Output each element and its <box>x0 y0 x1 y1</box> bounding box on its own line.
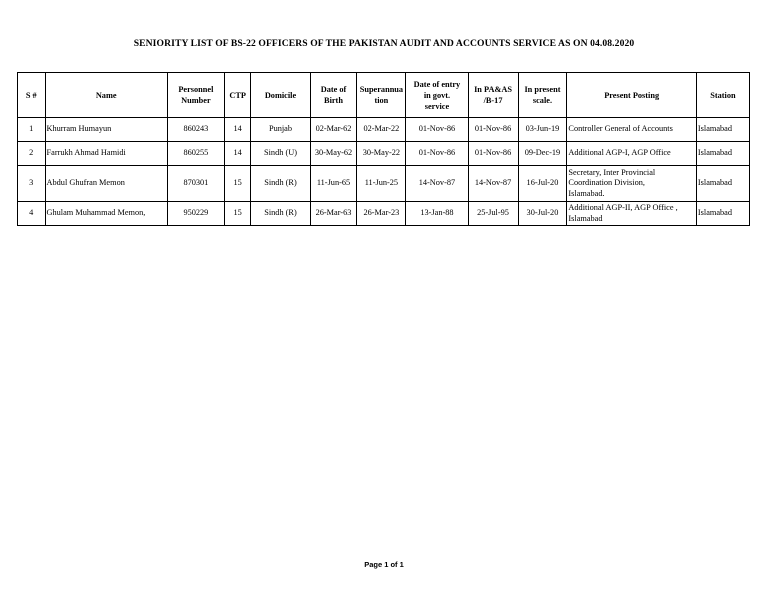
cell-station: Islamabad <box>696 142 749 166</box>
cell-present-posting <box>567 202 696 226</box>
header-date-of-birth <box>310 73 357 118</box>
cell-personnel-number: 860255 <box>167 142 224 166</box>
posting-line: Coordination Division, <box>568 178 645 188</box>
header-entry-line: in govt. <box>423 90 451 100</box>
header-present-scale <box>518 73 567 118</box>
cell-station: Islamabad <box>696 166 749 202</box>
header-scale-line: In present <box>524 85 561 94</box>
cell-date-of-birth: 30-May-62 <box>310 142 357 166</box>
header-dob-line: Birth <box>324 96 343 105</box>
header-superannuation-line: tion <box>374 96 389 105</box>
cell-name: Khurram Humayun <box>45 118 167 142</box>
cell-name: Abdul Ghufran Memon <box>45 166 167 202</box>
cell-superannuation: 30-May-22 <box>357 142 406 166</box>
cell-station: Islamabad <box>696 202 749 226</box>
cell-personnel-number: 870301 <box>167 166 224 202</box>
header-sno: S # <box>18 73 46 118</box>
posting-line: Islamabad. <box>568 188 605 198</box>
cell-in-paas: 14-Nov-87 <box>468 166 518 202</box>
cell-sno: 3 <box>18 166 46 202</box>
page-number: Page 1 of 1 <box>364 560 404 569</box>
header-ctp: CTP <box>224 73 251 118</box>
table-row <box>18 202 750 226</box>
cell-superannuation: 02-Mar-22 <box>357 118 406 142</box>
cell-personnel-number: 860243 <box>167 118 224 142</box>
header-present-posting: Present Posting <box>567 73 696 118</box>
cell-sno: 2 <box>18 142 46 166</box>
cell-date-of-entry: 01-Nov-86 <box>406 142 468 166</box>
cell-domicile: Sindh (U) <box>251 142 310 166</box>
cell-ctp: 14 <box>224 118 251 142</box>
cell-in-paas: 01-Nov-86 <box>468 118 518 142</box>
cell-ctp: 15 <box>224 202 251 226</box>
cell-ctp: 15 <box>224 166 251 202</box>
cell-date-of-birth: 02-Mar-62 <box>310 118 357 142</box>
header-personnel-number <box>167 73 224 118</box>
header-station: Station <box>696 73 749 118</box>
document-title: SENIORITY LIST OF BS-22 OFFICERS OF THE PAKISTAN AUDIT AND ACCOUNTS SERVICE AS ON 04.08.2020 <box>133 38 635 49</box>
cell-date-of-entry: 14-Nov-87 <box>406 166 468 202</box>
cell-in-paas: 01-Nov-86 <box>468 142 518 166</box>
cell-name: Farrukh Ahmad Hamidi <box>45 142 167 166</box>
cell-date-of-entry: 01-Nov-86 <box>406 118 468 142</box>
header-domicile: Domicile <box>251 73 310 118</box>
header-dob-line: Date of <box>320 85 347 94</box>
table-row <box>18 166 750 202</box>
header-superannuation-line: Superannua <box>359 85 404 94</box>
cell-personnel-number: 950229 <box>167 202 224 226</box>
cell-name: Ghulam Muhammad Memon, <box>45 202 167 226</box>
cell-present-scale: 03-Jun-19 <box>518 118 567 142</box>
cell-sno: 1 <box>18 118 46 142</box>
cell-date-of-entry: 13-Jan-88 <box>406 202 468 226</box>
cell-present-posting <box>567 142 696 166</box>
cell-ctp: 14 <box>224 142 251 166</box>
header-name: Name <box>45 73 167 118</box>
cell-present-posting <box>567 118 696 142</box>
header-date-of-entry <box>406 73 468 118</box>
cell-sno: 4 <box>18 202 46 226</box>
posting-line: Islamabad <box>568 213 603 223</box>
cell-domicile: Punjab <box>251 118 310 142</box>
posting-line: Controller General of Accounts <box>568 124 673 134</box>
header-personnel-line: Number <box>181 96 211 105</box>
cell-domicile: Sindh (R) <box>251 166 310 202</box>
cell-present-scale: 30-Jul-20 <box>518 202 567 226</box>
table-row <box>18 118 750 142</box>
header-personnel-line: Personnel <box>178 85 214 94</box>
posting-line: Secretary, Inter Provincial <box>568 167 656 177</box>
header-entry-line: service <box>424 101 450 111</box>
cell-station: Islamabad <box>696 118 749 142</box>
header-in-paas <box>468 73 518 118</box>
cell-superannuation: 11-Jun-25 <box>357 166 406 202</box>
header-paas-line: In PA&AS <box>474 85 512 94</box>
header-superannuation <box>357 73 406 118</box>
cell-domicile: Sindh (R) <box>251 202 310 226</box>
header-scale-line: scale. <box>532 96 553 105</box>
header-entry-line: Date of entry <box>413 79 461 89</box>
cell-date-of-birth: 26-Mar-63 <box>310 202 357 226</box>
table-row <box>18 142 750 166</box>
cell-superannuation: 26-Mar-23 <box>357 202 406 226</box>
header-paas-line: /B-17 <box>483 96 503 105</box>
cell-present-scale: 16-Jul-20 <box>518 166 567 202</box>
cell-date-of-birth: 11-Jun-65 <box>310 166 357 202</box>
seniority-table <box>17 72 750 226</box>
cell-in-paas: 25-Jul-95 <box>468 202 518 226</box>
cell-present-scale: 09-Dec-19 <box>518 142 567 166</box>
cell-present-posting <box>567 166 696 202</box>
posting-line: Additional AGP-I, AGP Office <box>568 148 671 158</box>
posting-line: Additional AGP-II, AGP Office , <box>568 203 678 212</box>
table-header-row <box>18 73 750 118</box>
